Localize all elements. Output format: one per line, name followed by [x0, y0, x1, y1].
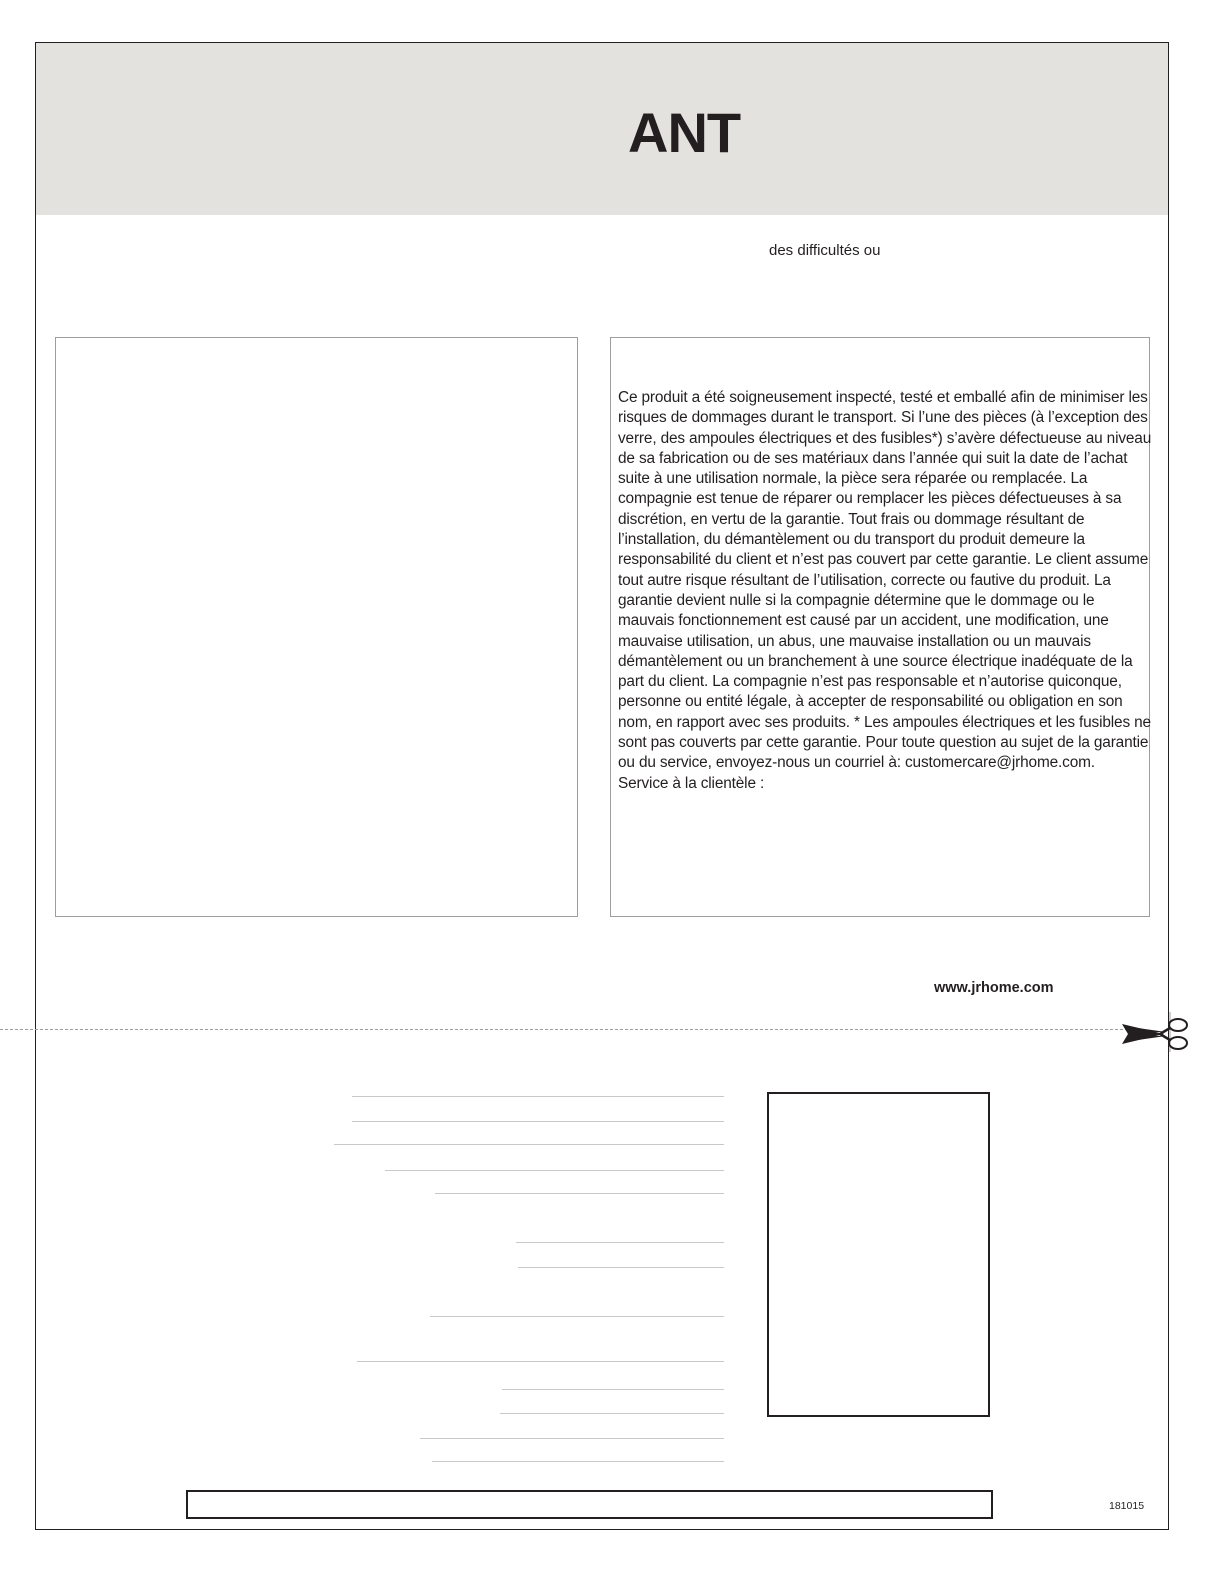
form-line[interactable]	[516, 1242, 724, 1243]
form-line[interactable]	[352, 1096, 724, 1097]
receipt-box	[767, 1092, 990, 1417]
form-line[interactable]	[430, 1316, 724, 1317]
intro-text: des difficultés ou	[769, 242, 881, 259]
form-line[interactable]	[502, 1389, 724, 1390]
warranty-body: Ce produit a été soigneusement inspecté, testé et emballé afin de minimiser les risques de dommages durant le transport. Si l’une des pièces (à l’exception des verre, des ampoules électriques et des fusibles*) s’avère défectueuse au niveau de sa fabrication ou de ses matériaux dans l’année qui suit la date de l’achat suite à une utilisation normale, la pièce sera réparée ou remplacée. La compagnie est tenue de réparer ou remplacer les pièces défectueuses à sa discrétion, en vertu de la garantie. Tout frais ou dommage résultant de l’installation, du démantèlement ou du transport du produit demeure la responsabilité du client et n’est pas couvert par cette garantie. Le client assume tout autre risque résultant de l’utilisation, correcte ou fautive du produit. La garantie devient nulle si la compagnie détermine que le dommage ou le mauvais fonctionnement est causé par un accident, une modification, une mauvaise utilisation, un abus, une mauvaise installation ou un mauvais démantèlement ou un branchement à une source électrique inadéquate de la part du client. La compagnie n’est pas responsable et n’autorise quiconque, personne ou entité légale, à accepter de responsabilité ou obligation en son nom, en rapport avec ses produits. * Les ampoules électriques et les fusibles ne sont pas couverts par cette garantie. Pour toute question au sujet de la garantie ou du service, envoyez-nous un courriel à: customercare@jrhome.com.	[618, 389, 1152, 772]
document-code: 181015	[1109, 1500, 1145, 1512]
form-line[interactable]	[334, 1144, 724, 1145]
page-title: ANT	[628, 101, 741, 164]
form-line[interactable]	[435, 1193, 724, 1194]
warranty-text	[618, 388, 1154, 794]
form-line[interactable]	[500, 1413, 724, 1414]
form-line[interactable]	[518, 1267, 724, 1268]
customer-service-label: Service à la clientèle :	[618, 774, 765, 792]
form-line[interactable]	[352, 1121, 724, 1122]
form-line[interactable]	[385, 1170, 724, 1171]
form-line[interactable]	[432, 1461, 724, 1462]
scissors-icon	[1120, 1012, 1192, 1052]
header-band	[36, 43, 1168, 215]
form-line[interactable]	[420, 1438, 724, 1439]
left-panel	[55, 337, 578, 917]
cut-line	[0, 1029, 1128, 1030]
bottom-field-box[interactable]	[186, 1490, 993, 1519]
form-line[interactable]	[357, 1361, 724, 1362]
website-link[interactable]: www.jrhome.com	[934, 980, 1054, 996]
